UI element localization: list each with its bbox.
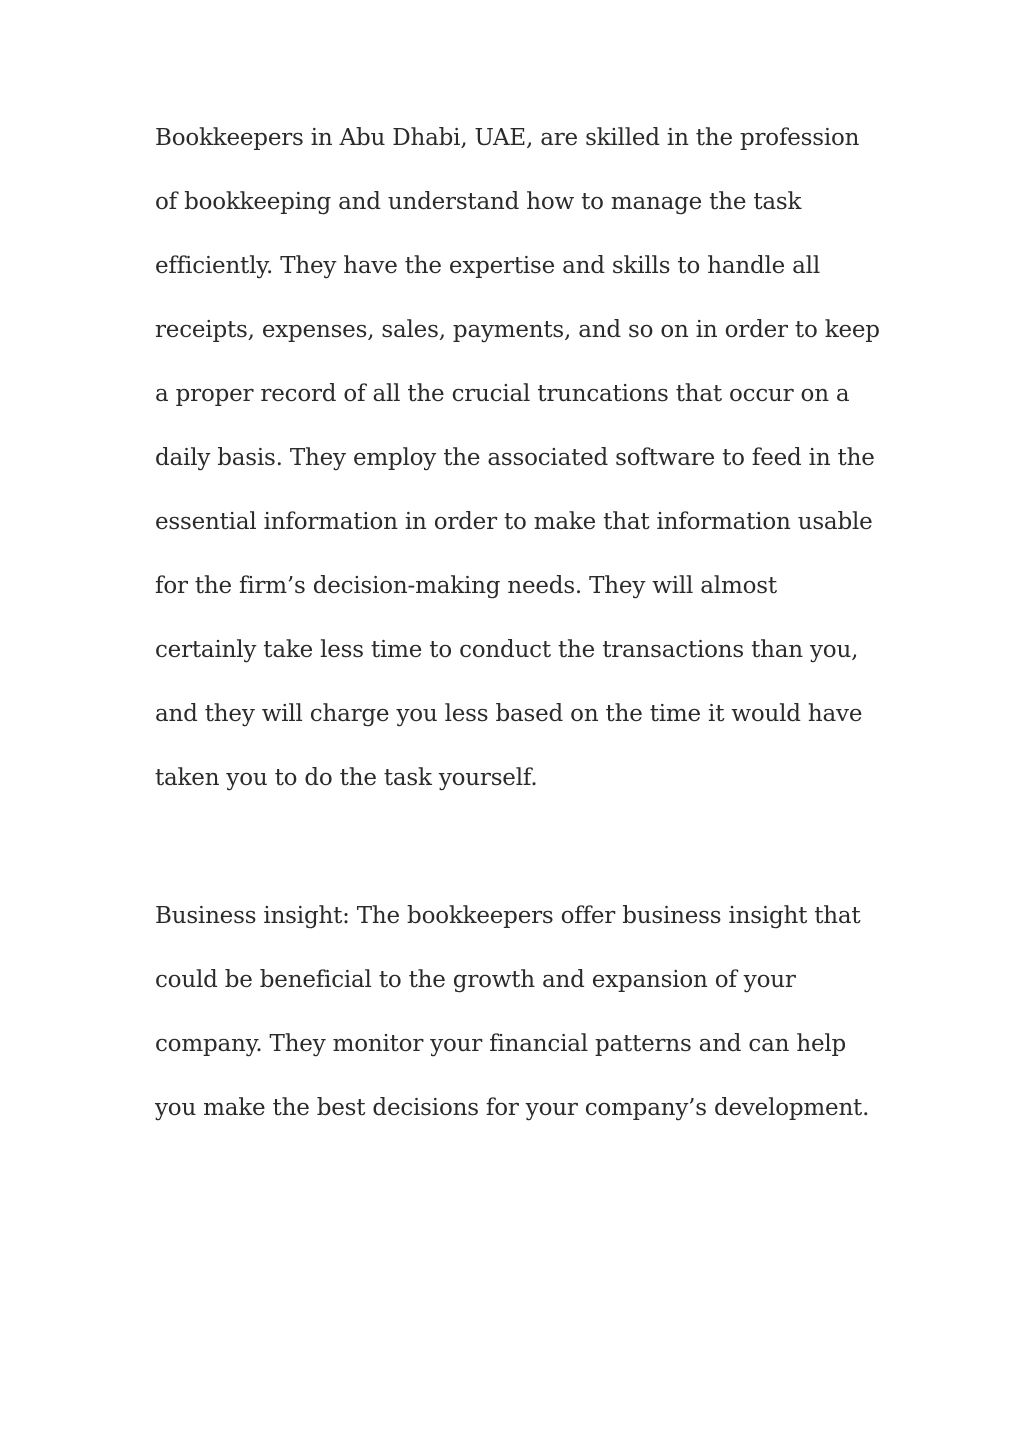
paragraph-line: taken you to do the task yourself. (155, 765, 538, 791)
paragraph-bookkeepers-intro (155, 106, 895, 810)
paragraph-line: essential information in order to make that information usable (155, 509, 873, 535)
paragraph-line: of bookkeeping and understand how to manage the task (155, 189, 802, 215)
paragraph-line: receipts, expenses, sales, payments, and so on in order to keep (155, 317, 880, 343)
paragraph-line: you make the best decisions for your company’s development. (155, 1095, 870, 1121)
paragraph-line: and they will charge you less based on the time it would have (155, 701, 863, 727)
paragraph-line: Bookkeepers in Abu Dhabi, UAE, are skilled in the profession (155, 125, 860, 151)
paragraph-line: could be beneficial to the growth and expansion of your (155, 967, 796, 993)
paragraph-line: efficiently. They have the expertise and skills to handle all (155, 253, 820, 279)
paragraph-line: for the firm’s decision-making needs. They will almost (155, 573, 777, 599)
paragraph-line: Business insight: The bookkeepers offer business insight that (155, 903, 861, 929)
paragraph-line: company. They monitor your financial patterns and can help (155, 1031, 847, 1057)
paragraph-line: a proper record of all the crucial truncations that occur on a (155, 381, 850, 407)
paragraph-business-insight (155, 884, 895, 1140)
paragraph-line: daily basis. They employ the associated software to feed in the (155, 445, 875, 471)
paragraph-line: certainly take less time to conduct the transactions than you, (155, 637, 859, 663)
